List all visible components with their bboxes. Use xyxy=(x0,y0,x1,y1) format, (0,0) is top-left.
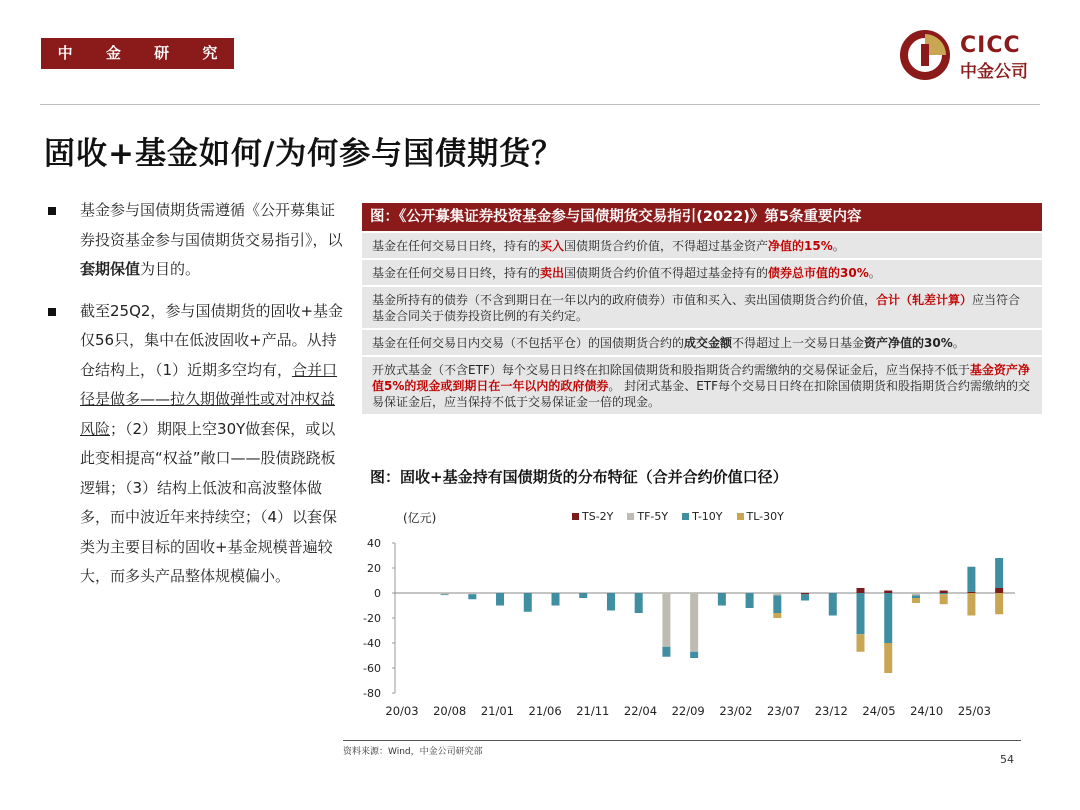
x-tick-label: 21/06 xyxy=(528,704,562,718)
page-title: 固收+基金如何/为何参与国债期货？ xyxy=(44,136,564,172)
row-bold: 成交金额 xyxy=(684,336,733,350)
bullet-2-tail: ；（2）期限上空30Y做套保，或以此变相提高“权益”敞口——股债跷跷板逻辑；（3）结构上低波和高波整体做多，而中波近年来持续空；（4）以套保类为主要目标的固收+基金规模普遍较大，而多头产品整体规模偏小。 xyxy=(80,419,338,585)
row-highlight: 基金资产净值5%的现金或到期日在一年以内的政府债券 xyxy=(372,363,1030,393)
bullet-2-text: 截至25Q2，参与国债期货的固收+基金仅56只，集中在低波固收+产品。从持仓结构上，（1）近期多空均有， xyxy=(80,301,344,379)
legend-item xyxy=(572,510,613,523)
bar-segment xyxy=(857,634,865,652)
bar-segment xyxy=(995,593,1003,614)
y-tick-label: -60 xyxy=(363,662,381,675)
bar-segment xyxy=(829,593,837,616)
bar-segment xyxy=(967,593,975,616)
bar-segment xyxy=(940,591,948,594)
x-tick-label: 21/11 xyxy=(576,704,610,718)
legend-swatch xyxy=(682,513,689,520)
bullet-list xyxy=(48,196,348,604)
row-text: 基金在任何交易日内交易（不包括平仓）的国债期货合约的 xyxy=(372,336,685,350)
bar-segment xyxy=(912,596,920,599)
bar-segment xyxy=(690,593,698,652)
row-text: 。 封闭式基金、ETF每个交易日日终在扣除国债期货和股指期货合约需缴纳的交易保证金后，应当保持不低于交易保证金一倍的现金。 xyxy=(372,379,1031,409)
bar-segment xyxy=(579,593,587,598)
row-text: 。 xyxy=(952,336,965,350)
legend-item xyxy=(627,510,668,523)
bar-segment xyxy=(801,594,809,600)
bar-segment xyxy=(662,593,670,647)
row-text: 。 xyxy=(832,239,845,253)
y-tick-label: -40 xyxy=(363,637,381,650)
legend-label: TF-5Y xyxy=(637,510,669,523)
cicc-logo-icon xyxy=(900,30,950,80)
logo-text-cn: 中金公司 xyxy=(960,62,1028,82)
bullet-item-1 xyxy=(48,196,348,285)
page-number: 54 xyxy=(1000,753,1014,766)
row-highlight: 合计（轧差计算） xyxy=(876,293,973,307)
bar-segment xyxy=(940,594,948,604)
bar-segment xyxy=(912,598,920,603)
bar-segment xyxy=(801,593,809,594)
x-tick-label: 24/10 xyxy=(910,704,944,718)
legend-label: TL-30Y xyxy=(746,510,784,523)
row-highlight: 净值的15% xyxy=(768,239,833,253)
x-tick-label: 25/03 xyxy=(957,704,991,718)
x-tick-label: 22/04 xyxy=(623,704,658,718)
row-bold: 资产净值的30% xyxy=(864,336,953,350)
bar-segment xyxy=(524,593,532,612)
legend-label: T-10Y xyxy=(692,510,723,523)
cicc-logo xyxy=(900,30,1050,82)
y-tick-label: 0 xyxy=(374,587,381,600)
department-badge: 中 金 研 究 部 xyxy=(41,38,234,69)
legend-swatch xyxy=(627,513,634,520)
bar-segment xyxy=(967,592,975,593)
logo-text-en: CICC xyxy=(960,33,1021,58)
bar-segment xyxy=(912,593,920,596)
x-tick-label: 24/05 xyxy=(862,704,896,718)
bullet-2-underlined: 合并口径是做多——拉久期做弹性或对冲权益风险 xyxy=(80,360,338,438)
x-tick-label: 23/12 xyxy=(814,704,848,718)
row-highlight: 卖出 xyxy=(540,266,565,280)
bar-segment xyxy=(773,596,781,614)
bar-segment xyxy=(884,643,892,673)
row-text: 国债期货合约价值，不得超过基金资产 xyxy=(564,239,769,253)
bar-segment xyxy=(441,594,449,595)
regulation-table xyxy=(362,203,1042,414)
bullet-square-icon xyxy=(48,207,56,215)
legend-item xyxy=(737,510,784,523)
bar-segment xyxy=(773,613,781,618)
row-text: 。 xyxy=(868,266,881,280)
row-text: 基金在任何交易日日终，持有的 xyxy=(372,266,541,280)
row-text: 基金在任何交易日日终，持有的 xyxy=(372,239,541,253)
legend-item xyxy=(682,510,722,523)
row-text: 国债期货合约价值不得超过基金持有的 xyxy=(564,266,769,280)
bar-segment xyxy=(746,593,754,608)
source-note: 资料来源：Wind，中金公司研究部 xyxy=(343,747,483,757)
bar-segment xyxy=(468,594,476,599)
chart-unit-label: (亿元) xyxy=(403,511,437,525)
y-tick-label: -20 xyxy=(363,612,381,625)
table-title: 图：《公开募集证券投资基金参与国债期货交易指引(2022)》第5条重要内容 xyxy=(362,203,1042,231)
row-text: 不得超过上一交易日基金 xyxy=(732,336,865,350)
table-row xyxy=(362,355,1042,414)
y-tick-label: 20 xyxy=(367,562,381,575)
x-tick-label: 21/01 xyxy=(480,704,514,718)
bar-segment xyxy=(995,588,1003,593)
bar-segment xyxy=(884,593,892,643)
table-row xyxy=(362,285,1042,328)
bar-segment xyxy=(773,593,781,596)
bar-segment xyxy=(718,593,726,606)
footer-divider xyxy=(343,740,1021,741)
bullet-1-tail: 为目的。 xyxy=(140,260,201,278)
bar-segment xyxy=(635,593,643,613)
chart-title: 图：固收+基金持有国债期货的分布特征（合并合约价值口径） xyxy=(370,468,788,486)
header-divider xyxy=(40,104,1040,105)
table-row xyxy=(362,328,1042,355)
bullet-1-text: 基金参与国债期货需遵循《公开募集证券投资基金参与国债期货交易指引》，以 xyxy=(80,201,343,249)
bar-segment xyxy=(496,593,504,606)
bullet-item-2 xyxy=(48,297,348,592)
bar-segment xyxy=(857,588,865,593)
row-highlight: 债券总市值的30% xyxy=(768,266,869,280)
y-tick-label: -80 xyxy=(363,687,381,700)
x-tick-label: 23/02 xyxy=(719,704,753,718)
y-tick-label: 40 xyxy=(367,537,381,550)
x-tick-label: 20/03 xyxy=(385,704,419,718)
bar-segment xyxy=(995,558,1003,588)
bar-segment xyxy=(662,647,670,657)
bar-segment xyxy=(607,593,615,611)
x-tick-label: 20/08 xyxy=(433,704,467,718)
table-row xyxy=(362,258,1042,285)
bullet-square-icon xyxy=(48,308,56,316)
bar-segment xyxy=(441,593,449,594)
bar-segment xyxy=(857,593,865,634)
bar-segment xyxy=(552,593,560,606)
bar-segment xyxy=(940,593,948,594)
row-highlight: 买入 xyxy=(540,239,565,253)
bar-segment xyxy=(690,652,698,658)
legend-label: TS-2Y xyxy=(582,510,614,523)
legend-swatch xyxy=(572,513,579,520)
table-row xyxy=(362,231,1042,258)
row-text: 应当符合基金合同关于债券投资比例的有关约定。 xyxy=(372,293,1021,323)
x-tick-label: 22/09 xyxy=(671,704,705,718)
row-text: 开放式基金（不含ETF）每个交易日日终在扣除国债期货和股指期货合约需缴纳的交易保证金后，应当保持不低于 xyxy=(372,363,970,377)
bar-segment xyxy=(967,567,975,592)
chart-legend xyxy=(572,510,784,523)
futures-holdings-chart xyxy=(340,530,1030,722)
row-text: 基金所持有的债券（不含到期日在一年以内的政府债券）市值和买入、卖出国债期货合约价值， xyxy=(372,293,877,307)
bar-segment xyxy=(468,593,476,594)
bullet-1-emphasis: 套期保值 xyxy=(80,260,141,278)
x-tick-label: 23/07 xyxy=(767,704,801,718)
legend-swatch xyxy=(737,513,744,520)
bar-segment xyxy=(884,591,892,594)
